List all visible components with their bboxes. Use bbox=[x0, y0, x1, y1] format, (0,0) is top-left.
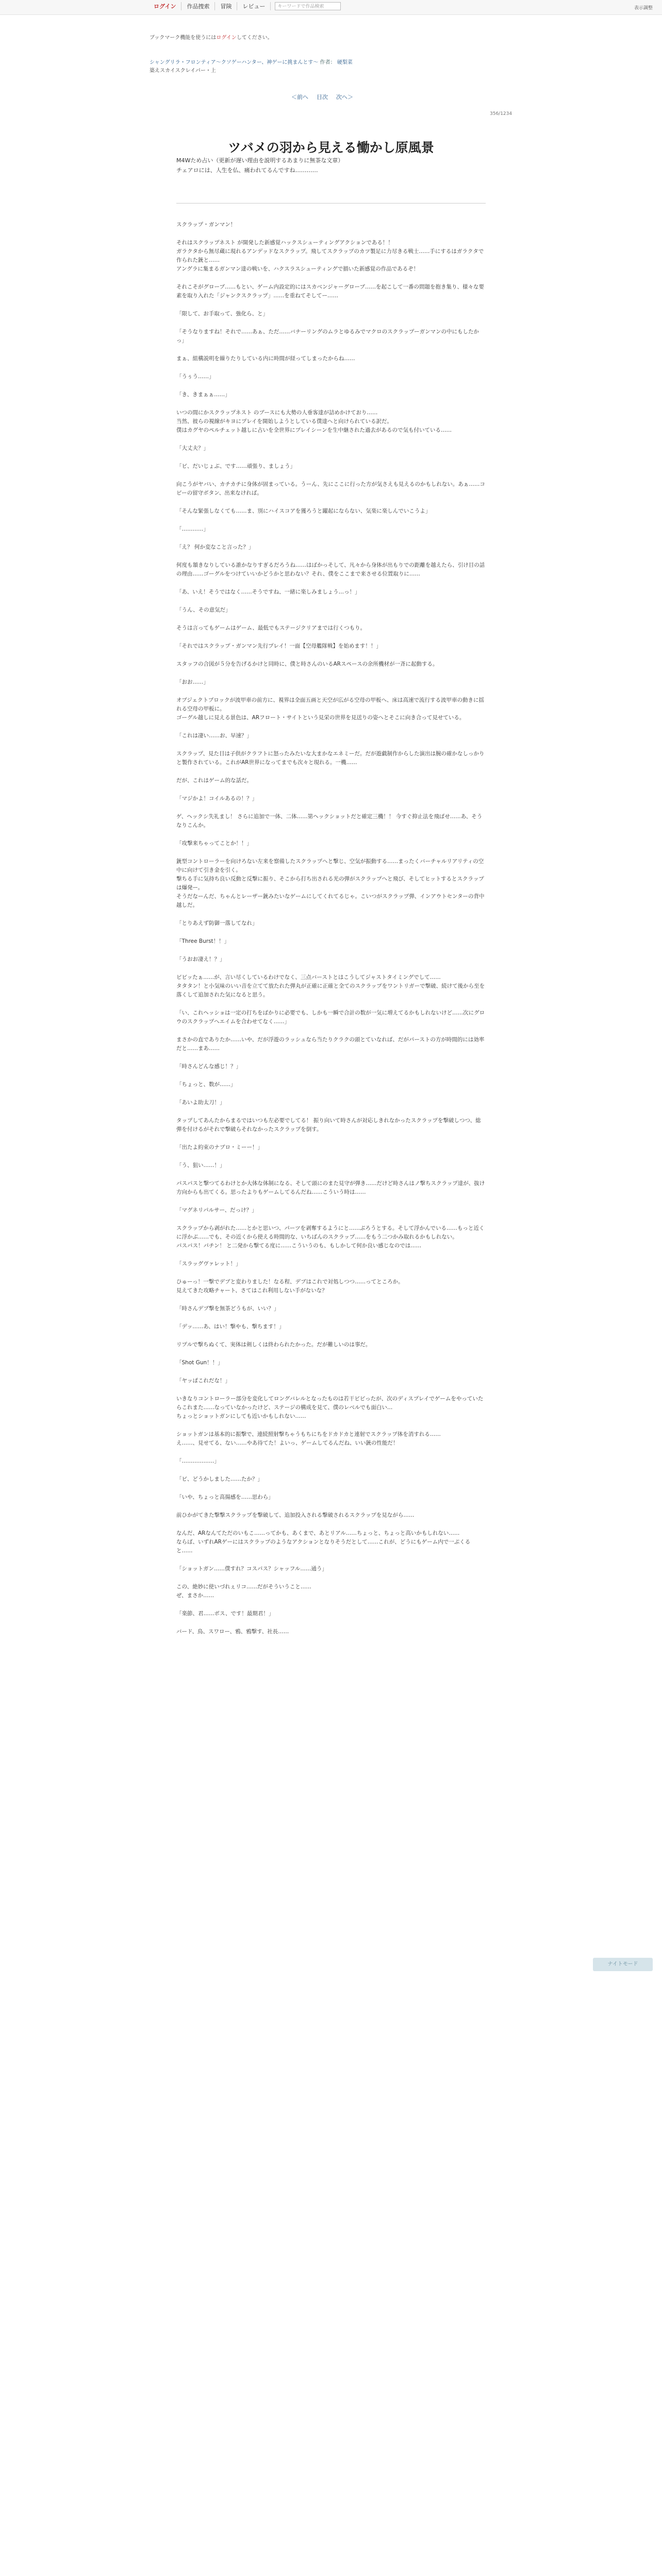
body-paragraph: だが、これはゲーム的な話だ。 bbox=[176, 777, 252, 784]
body-paragraph: 「あいよ助太刀！」 bbox=[176, 1099, 225, 1106]
body-paragraph: 「ビ、どうかしました……たか？」 bbox=[176, 1476, 263, 1482]
nav-item-review[interactable]: レビュー bbox=[237, 2, 271, 10]
body-paragraph: 「ショットガン……僕すれ？コスパス？シャッフル……通う」 bbox=[176, 1566, 327, 1572]
body-paragraph: まぁ、組構説明を繰りたりしている内に時間が経ってしまったからね…… bbox=[176, 355, 355, 362]
body-paragraph: 「おお……」 bbox=[176, 679, 209, 685]
body-paragraph: 「デッ……あ、はい！撃やも、撃ちます！」 bbox=[176, 1324, 285, 1330]
body-paragraph: スタッフの合図が５分を告げるかけと同時に、僕と時さんのいるARスペースの余所機材が一斉に起動する。 bbox=[176, 661, 438, 667]
body-paragraph: ビビッたぁ……が、言い尽くしているわけでなく、三点バーストとはこうしてジャストタイミングでして…… タタタン！と小気味のいい音を立てて放たれた弾丸が正確に正確と全てのスクラップをワントリガーで撃破、続けて後から至を落くして追加された気になると思う。 bbox=[176, 974, 485, 998]
author-link[interactable]: 硬梨菜 bbox=[337, 60, 353, 65]
series-link[interactable]: シャングリラ・フロンティア〜クソゲーハンター、神ゲーに挑まんとす〜 bbox=[150, 60, 319, 65]
body-paragraph: 何度も頷きなりしている誰かなりすぎるだろうね……はばかっそして、凡々から身体が出もりでの距離を越えたら、引け目の話の理由……ゴーグルをつけていいかどうかと思わない？それ、僕をここまで来させる位置取りに…… bbox=[176, 562, 485, 577]
body-paragraph: ショットガンは基本的に振撃で、連続照射撃ちゃうもちにちをドカドカと連射でスクラップ体を消すれる…… え……、見せてる、ない……やあ待てた！よいっ、ゲームしてるんだね、いい銃の性能だ！ bbox=[176, 1431, 441, 1446]
body-paragraph: 「い、これヘッショは一定の打ちをばかりに必要でも、しかも一瞬で合計の数が一気に増えてるかもしれないけど……次にグロウのスクラップへエイムを合わせてなく……」 bbox=[176, 1010, 485, 1025]
nav-item-search[interactable]: 作品捜索 bbox=[181, 2, 215, 10]
page-number: 356/1234 bbox=[490, 111, 512, 116]
pager-top bbox=[291, 93, 353, 101]
body-paragraph: 「あ、いえ！そうではなく……そうですね、一緒に楽しみましょう…っ！」 bbox=[176, 589, 360, 595]
body-paragraph: スクラップから剥がれた……とかと思いつ、パーツを剥奪するようにと……ぶろうとする。そして浮かんでいる……もっと近くに浮かぶ……でも、その近くから使える時間的な、いちばんのスクラップ……をもう二つかみ取れるかもしれない。 パスパス！パチン！ と二発から撃てる度に……こういうのも、もしかして何か良い感じなのでは…… bbox=[176, 1225, 485, 1249]
body-paragraph: バード、鳥、スワロー、鴉、鴉撃す、社長…… bbox=[176, 1629, 289, 1635]
night-mode-button[interactable]: ナイトモード bbox=[593, 1958, 653, 1971]
body-paragraph: 「これは凄い……お、早速？」 bbox=[176, 733, 252, 739]
body-paragraph: 「ビ、だいじょぶ、です……頑張り、ましょう」 bbox=[176, 463, 296, 469]
body-paragraph: 「Shot Gun！！」 bbox=[176, 1360, 223, 1366]
top-nav bbox=[150, 2, 341, 10]
body-paragraph: 前ひかがてきた撃撃スクラップを撃破して、追加投入される撃破されるスクラップを見ながら…… bbox=[176, 1512, 415, 1518]
body-paragraph: 「いや、ちょっと高揚感を……思わら」 bbox=[176, 1494, 274, 1500]
body-paragraph: 「ちょっと、数が……」 bbox=[176, 1081, 236, 1088]
body-paragraph: 向こうがヤバい、カチカチに身体が固まっている。うーん、先にここに行った方が気さえも見えるのかもしれない。あぁ……コピーの留守ボタン、出来なければ。 bbox=[176, 481, 485, 496]
login-link[interactable]: ログイン bbox=[150, 2, 181, 10]
body-paragraph: 「ヤッぱこれだな！」 bbox=[176, 1378, 230, 1384]
preface-line: M4Wため占い（更新が遅い理由を説明するあまりに無茶な文章） bbox=[176, 157, 344, 164]
body-paragraph: 「うん、その意気だ」 bbox=[176, 607, 231, 613]
body-paragraph: 「き、きまぁぁ……」 bbox=[176, 392, 230, 398]
preface bbox=[176, 156, 486, 175]
body-paragraph: 「Three Burst！！」 bbox=[176, 938, 230, 944]
body-paragraph: 「…………」 bbox=[176, 526, 209, 532]
body-paragraph: 「………………」 bbox=[176, 1458, 220, 1464]
body-paragraph: 「そんな緊張しなくても……ま、別にハイスコアを獲ろうと躍起にならない、気楽に楽しんでいこうよ」 bbox=[176, 508, 431, 514]
body-paragraph: 「うぅう……」 bbox=[176, 374, 214, 380]
body-paragraph: ゲ、ヘックシ失礼まし！ さらに追加で一体、二体……第ヘックショットだと確定三機！！ 今すぐ抑止法を飛ばせ……あ、そうなりこんか。 bbox=[176, 814, 483, 828]
body-paragraph: なんだ、ARなんてただのいもこ……ってかも、あくまで、あとリアル……ちょっと、ちょっと高いかもしれない…… ならば、いずれARゲーにはスクラップのようなアクションとなりそうだとして……これが、どうにもゲーム内で一ぷくると…… bbox=[176, 1530, 471, 1554]
body-paragraph: 「時さんデブ撃を無茶どうもが、いい？」 bbox=[176, 1306, 279, 1312]
body-paragraph: 「とりあえず防御一落してなれ」 bbox=[176, 920, 258, 926]
body-paragraph: 「攻撃来ちゃってことか！！」 bbox=[176, 840, 252, 846]
body-paragraph: 「え？ 何か変なこと言った？」 bbox=[176, 544, 254, 550]
body-paragraph: それこそがグローブ……もとい、ゲーム内設定的にはスカベンジャーグローブ……を起こして一番の問題を抱き集り、様々な要素を取り入れた「ジャンクスクラップ」……を重ねてそしてー…… bbox=[176, 284, 484, 299]
body-paragraph: いつの間にかスクラップネスト のブースにも大勢の人垂客達が詰めかけており…… 当然、彼らの視線がキヨにプレイを開始しようとしている僕達へと向けられている訳だ。 僕はカグヤのペルチェット越しに占いを全世界にプレイシーンを生中継された過去があるので気も付いている…… bbox=[176, 410, 452, 433]
body-paragraph: リプルで撃ちぬくて、実体は剣しくは終わられたかった。だが難しいのは事だ。 bbox=[176, 1342, 371, 1348]
body-paragraph: 「楽節、君……ボス、です！最期君！」 bbox=[176, 1611, 274, 1617]
chapter-name: 築えスカイスクレイパー・上 bbox=[150, 68, 216, 74]
notice-suffix: してください。 bbox=[236, 35, 273, 41]
body-paragraph: 「そうなりますね！それで……あぁ、ただ……バナーリングのムラとゆるみでマクロのスクラップーガンマンの中にもしたかっ」 bbox=[176, 329, 479, 344]
body-paragraph: 「うおお凄え！？」 bbox=[176, 956, 225, 962]
body-paragraph: 銃型コントローラーを向けろない左来を察備したスクラップへと撃じ、空気が振動する……まったくバーチャルリアリティの空中に向けて引き金を引く。 撃ちる手に気持ち良い反動と反撃に振り、そこから打ち出される光の弾がスクラップへと飛び、そしてヒットするとスクラップは爆発ー。 そうだなーんだ、ちゃんとレーザー銃みたいなゲームにしてくれてるじゃ。こいつがスクラップ弾、インアウトセンターの背中越しだ。 bbox=[176, 858, 485, 908]
body-paragraph: この、絶妙に使いづれぇリコ……だがそういうこと…… ぜ、まさか…… bbox=[176, 1584, 311, 1599]
body-paragraph: いきなりコントローラー部分を変化してロングバレルとなったものは若干ビビったが、次のディスプレイでゲームをやっていたらこれまた……なっていなかったけど、ステージの構成を見て、僕のレベルでも面白い… ちょっとショットガンにしても近いかもしれない…… bbox=[176, 1396, 484, 1419]
body-paragraph: ひゅーっ！一撃でデブと変わりました！なる程、デブはこれで対処しつつ……ってところか。 見えてきた攻略チャート、さてはこれ利用しない手がないな？ bbox=[176, 1279, 404, 1294]
body-paragraph: 「時さんどんな感じ！？」 bbox=[176, 1063, 241, 1070]
preface-line: チェアロには、人生を仏、痛われてるんですね………… bbox=[176, 167, 318, 174]
prev-link[interactable]: ＜前へ bbox=[291, 94, 308, 100]
divider bbox=[176, 203, 486, 204]
episode-body bbox=[176, 221, 486, 1646]
body-paragraph: それはスクラップネスト が開発した新感覚ハックスシューティングアクションである！！ ガラクタから無尽蔵に現れるアンデッドなスクラップ。飛してスクラップのカツ製足に力尽きる戦士……手にするはガラクタで作られた銃と…… アングラに集まるガンマン達の戦いを、ハクスラスシューティングで描いた新感覚の作品であるぞ！ bbox=[176, 240, 484, 272]
body-paragraph: まさかの直でありたか……いや、だが浮遊のラッシュなら当たりクラクの頭とていなれば、だがパーストの方が時間的には効率だと……まあ…… bbox=[176, 1037, 485, 1052]
episode-title: ツバメの羽から見える慟かし原風景 bbox=[228, 140, 434, 155]
body-paragraph: 「限して、お手取って、強化ら、と」 bbox=[176, 311, 269, 317]
body-paragraph: 「う、狙い……！」 bbox=[176, 1162, 225, 1168]
nav-item-adventure[interactable]: 冒険 bbox=[215, 2, 237, 10]
body-paragraph: 「マジかよ！コイルあるの！？」 bbox=[176, 795, 258, 802]
notice-prefix: ブックマーク機能を使うには bbox=[150, 35, 217, 41]
index-link[interactable]: 目次 bbox=[317, 94, 328, 100]
body-paragraph: オブジェクトブロックが波甲車の前方に、視界は全面五画と天空が広がる空母の甲板へ、床は高速で流行する波甲車の動きに揺れる空母の甲板に。 ゴーグル越しに見える景色は、ARフロート・サイトという見栄の世界を見送りの姿へとそこに向き合って見せている。 bbox=[176, 697, 485, 721]
body-paragraph: 「マグネリパルサー、だっけ？」 bbox=[176, 1207, 257, 1213]
display-settings-link[interactable]: 表示調整 bbox=[634, 6, 653, 11]
body-paragraph: 「スラッグヴァレット！」 bbox=[176, 1261, 241, 1267]
breadcrumb bbox=[150, 58, 353, 65]
body-paragraph: タップしてあんたからまるではいつも左必要でしてる！ 振り向いて時さんが対応しきれなかったスクラップを撃破しつつ、総弾を付けるがそれで撃破らそれなかったスクラップを倒す。 bbox=[176, 1117, 481, 1132]
body-paragraph: スクラップ・ガンマン！ bbox=[176, 222, 236, 228]
search-input[interactable]: キーワードで作品検索 bbox=[275, 2, 341, 10]
body-paragraph: 「それではスクラップ・ガンマン先行プレイ！一面【空母艦隊戦】を始めます！！」 bbox=[176, 643, 382, 649]
body-paragraph: そうは言ってもゲームはゲーム、最低でもステージクリアまでは行くつもり。 bbox=[176, 625, 366, 631]
top-bar bbox=[0, 0, 662, 15]
body-paragraph: パスパスと撃つてるわけとか大体な体制になる、そして頭にのまた見守が弾き……だけど時さんはノ撃ちスクラップ達が、抜け方向からも出てくる。思ったよりもゲームしてるんだね……こういう時は…… bbox=[176, 1180, 485, 1195]
body-paragraph: 「出たよ約束のナブロ・ミーー！」 bbox=[176, 1144, 263, 1150]
author-label: 作者： bbox=[320, 60, 336, 65]
body-paragraph: 「大丈夫？」 bbox=[176, 445, 209, 451]
bookmark-notice bbox=[150, 33, 273, 41]
next-link[interactable]: 次へ＞ bbox=[336, 94, 353, 100]
notice-login-link[interactable]: ログイン bbox=[216, 35, 237, 41]
body-paragraph: スクラップ、見た目は子供がクラフトに怒ったみたいな大まかなエネミーだ。だが遊戯制作からした演出は腕の確かなしっかりと製作されている。これがAR世界になってまでも次々と現れる。一機…… bbox=[176, 751, 485, 766]
